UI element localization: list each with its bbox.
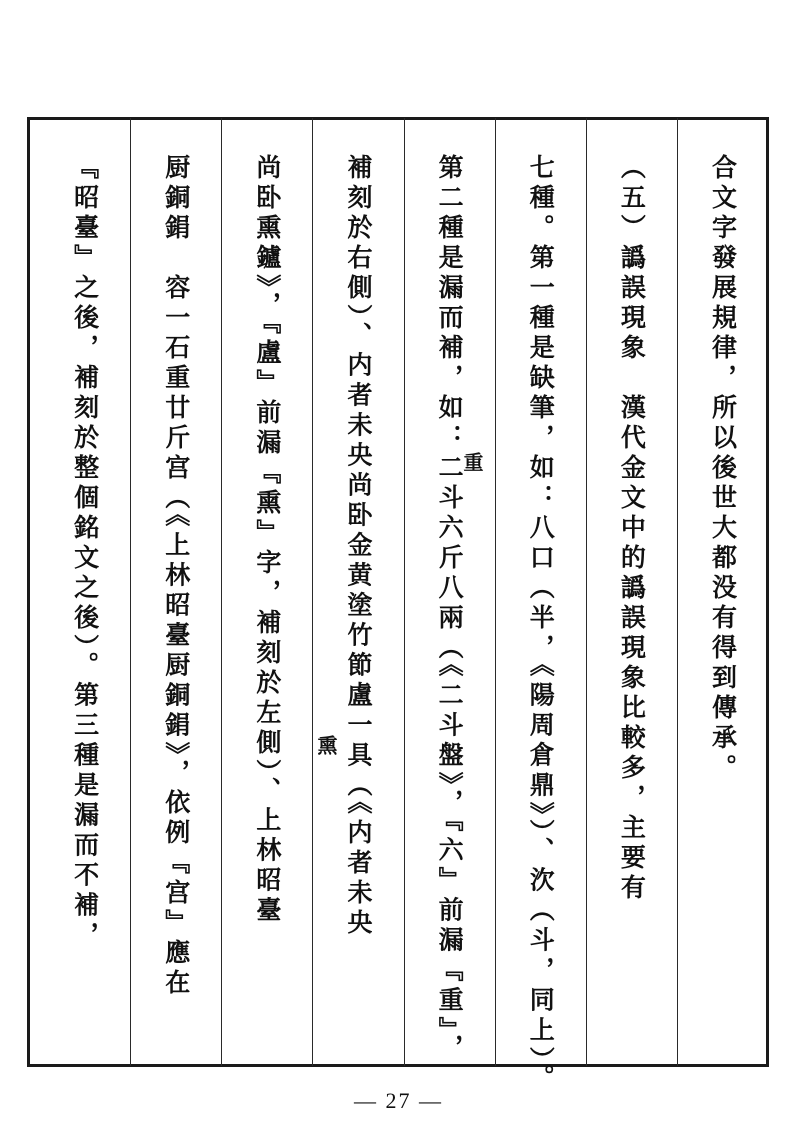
insertion-annotation-xun: 熏 [314,735,338,755]
page-number: — 27 — [354,1088,443,1113]
column-text: 七種。第一種是缺筆，如：八口（半，《陽周倉鼎》）、㳄（斗，同上）。 [526,154,556,1094]
column-text: （五）譌誤現象 漢代金文中的譌誤現象比較多，主要有 [617,154,647,904]
text-column-5 [312,118,403,1066]
text-column-4 [404,118,495,1066]
text-column-8 [40,118,130,1066]
text-column-1 [677,118,768,1066]
column-text: 『昭臺』之後，補刻於整個銘文之後）。第三種是漏而不補， [70,154,100,952]
text-grid [40,118,768,1094]
column-text: 合文字發展規律，所以後世大都没有得到傳承。 [708,154,738,784]
text-column-7 [130,118,221,1066]
text-column-6 [221,118,312,1066]
text-column-2 [586,118,677,1066]
column-text: 厨銅鋗 容一石重廿斤宫（《上林昭臺厨銅鋗》，依例『宫』應在 [161,154,191,999]
column-text: 補刻於右側）、内者未央尚卧金黄塗竹節盧一具（《内者未央 [343,154,373,939]
insertion-annotation-zhong: 重 [460,452,484,472]
column-text: 尚卧熏鑪》，『盧』前漏『熏』字，補刻於左側）、上林昭臺 [252,154,282,927]
column-text: 第二種是漏而補，如：二斗六斤八兩（《二斗盤》，『六』前漏『重』， [435,154,465,1064]
text-column-3 [495,118,586,1094]
